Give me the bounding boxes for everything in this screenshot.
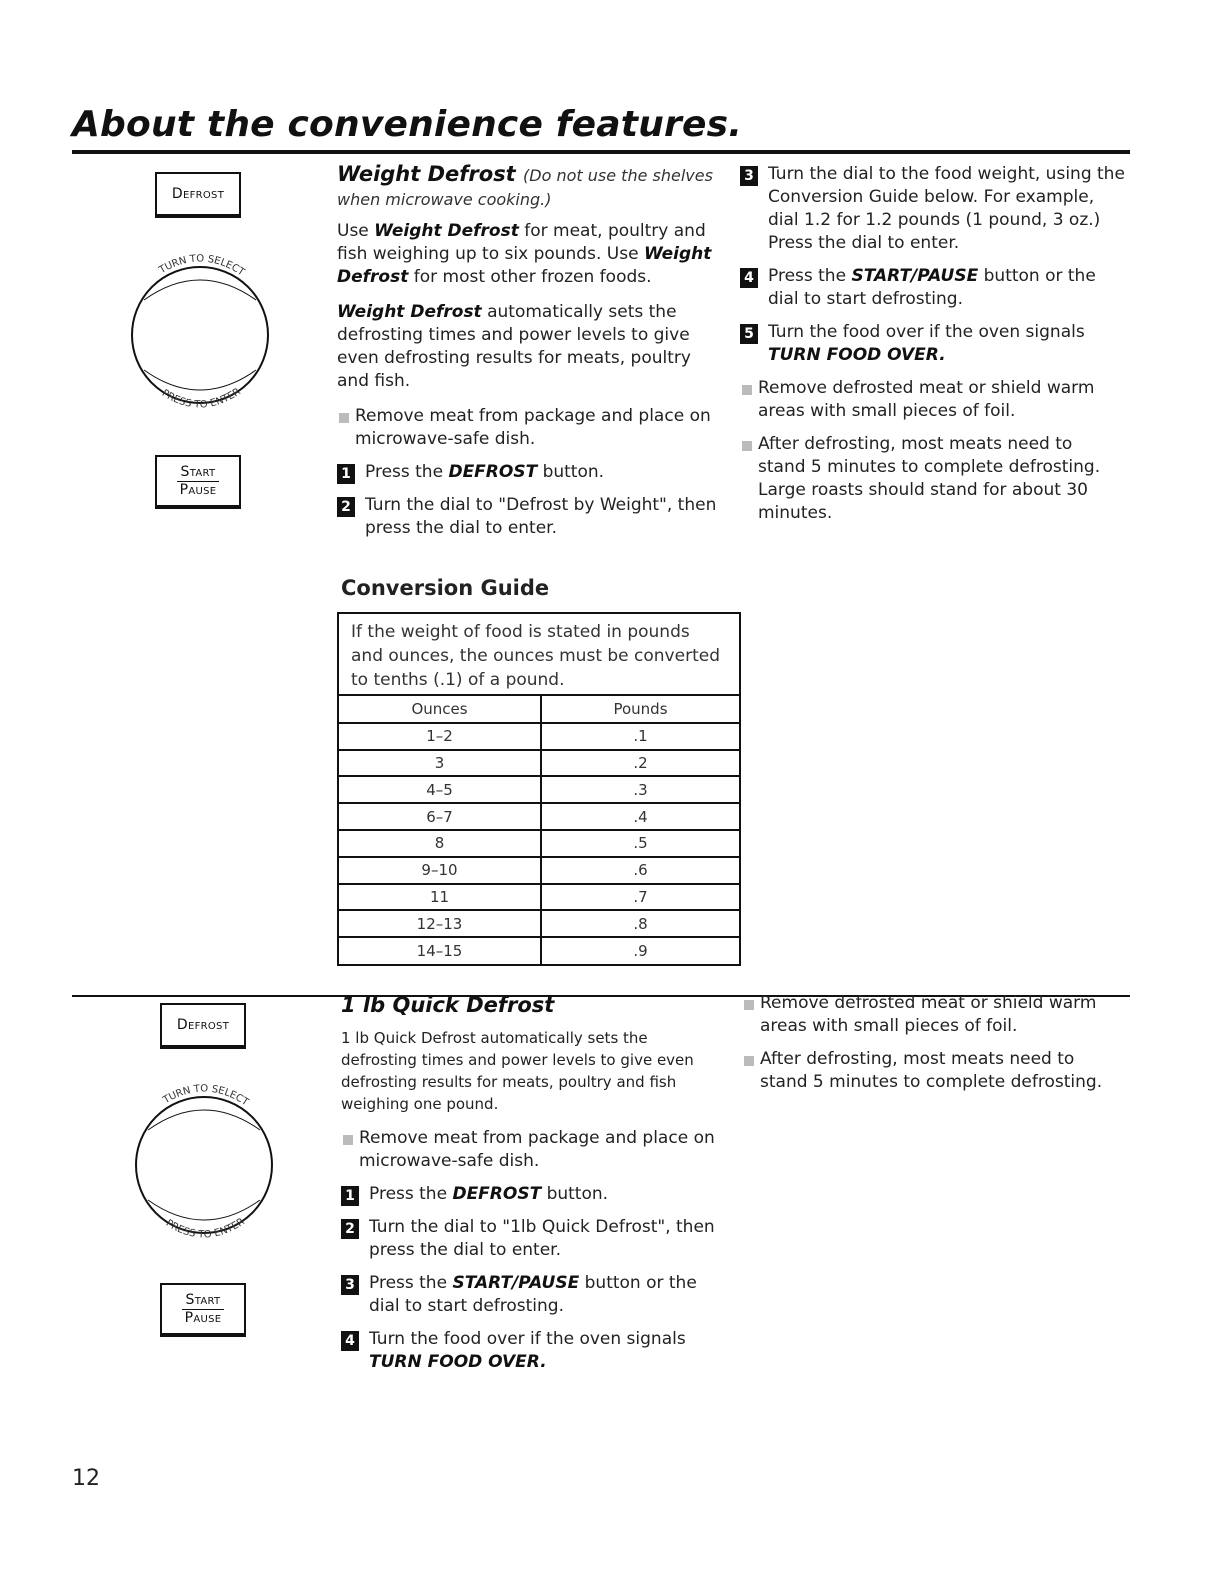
step-item: 2 Turn the dial to "1lb Quick Defrost", then press the dial to enter. <box>341 1216 721 1262</box>
table-row: 1–2 .1 <box>339 723 739 750</box>
start-pause-key <box>160 1283 246 1337</box>
bullet-square-icon <box>744 1000 754 1010</box>
table-row: 14–15 .9 <box>339 937 739 964</box>
step-item: 2 Turn the dial to "Defrost by Weight", then press the dial to enter. <box>337 494 717 540</box>
select-dial <box>120 240 280 430</box>
bullet-square-icon <box>742 441 752 451</box>
quick-defrost-intro: 1 lb Quick Defrost automatically sets the defrosting times and power levels to give even defrosting results for meats, poultry and fish weighing one pound. <box>341 1029 694 1113</box>
start-key-label: Start <box>177 464 220 482</box>
list-item: Remove defrosted meat or shield warm areas with small pieces of foil. <box>740 377 1125 423</box>
table-row: 9–10 .6 <box>339 857 739 884</box>
conversion-table <box>339 696 739 964</box>
quick-defrost-title: 1 lb Quick Defrost <box>341 993 555 1017</box>
title-rule <box>72 150 1130 154</box>
step-number: 2 <box>337 497 355 517</box>
step-number: 4 <box>341 1331 359 1351</box>
table-row: 4–5 .3 <box>339 776 739 803</box>
start-key-label: Start <box>182 1292 225 1310</box>
defrost-key-label: Defrost <box>171 186 225 202</box>
list-item: After defrosting, most meats need to stand 5 minutes to complete defrosting. Large roasts should stand for about 30 minutes. <box>740 433 1125 525</box>
step-item: 3 Press the START/PAUSE button or the dial to start defrosting. <box>341 1272 721 1318</box>
defrost-key <box>160 1003 246 1049</box>
weight-defrost-intro-2: Weight Defrost automatically sets the defrosting times and power levels to give even defrosting results for meats, poultry and fish. <box>337 302 691 391</box>
table-row: 11 .7 <box>339 884 739 911</box>
list-item: Remove meat from package and place on microwave-safe dish. <box>337 405 717 451</box>
weight-defrost-heading: Weight Defrost <box>337 162 516 186</box>
column-header-ounces: Ounces <box>339 696 541 723</box>
bullet-square-icon <box>343 1135 353 1145</box>
quick-defrost-body <box>341 1027 721 1384</box>
pause-key-label: Pause <box>184 1309 222 1326</box>
weight-defrost-title <box>337 162 727 210</box>
select-dial <box>124 1070 284 1260</box>
list-item: After defrosting, most meats need to stand 5 minutes to complete defrosting. <box>742 1048 1127 1094</box>
defrost-key-label: Defrost <box>176 1017 230 1033</box>
bullet-square-icon <box>744 1056 754 1066</box>
conversion-guide-table <box>337 612 741 966</box>
defrost-key <box>155 172 241 218</box>
quick-defrost-body-continued <box>742 992 1127 1104</box>
step-number: 2 <box>341 1219 359 1239</box>
step-number: 5 <box>740 324 758 344</box>
weight-defrost-body-continued <box>740 163 1125 535</box>
step-item: 4 Turn the food over if the oven signals TURN FOOD OVER. <box>341 1328 721 1374</box>
list-item: Remove meat from package and place on microwave-safe dish. <box>341 1127 721 1173</box>
step-number: 4 <box>740 268 758 288</box>
step-number: 1 <box>337 464 355 484</box>
column-header-pounds: Pounds <box>541 696 739 723</box>
dial-top-label: TURN TO SELECT <box>161 1083 251 1109</box>
table-row: 8 .5 <box>339 830 739 857</box>
step-item: 1 Press the DEFROST button. <box>337 461 717 484</box>
table-row: 3 .2 <box>339 750 739 777</box>
dial-bottom-label: PRESS TO ENTER <box>163 1216 247 1241</box>
bullet-square-icon <box>742 385 752 395</box>
list-item: Remove defrosted meat or shield warm areas with small pieces of foil. <box>742 992 1127 1038</box>
step-number: 3 <box>341 1275 359 1295</box>
step-item: 3 Turn the dial to the food weight, using the Conversion Guide below. For example, dial 1.2 for 1.2 pounds (1 pound, 3 oz.) Press the dial to enter. <box>740 163 1125 255</box>
step-item: 4 Press the START/PAUSE button or the dial to start defrosting. <box>740 265 1125 311</box>
step-item: 5 Turn the food over if the oven signals TURN FOOD OVER. <box>740 321 1125 367</box>
weight-defrost-note: (Do not use the shelves when microwave cooking.) <box>337 166 713 209</box>
step-number: 1 <box>341 1186 359 1206</box>
page-number: 12 <box>72 1466 100 1491</box>
start-pause-key <box>155 455 241 509</box>
dial-bottom-label: PRESS TO ENTER <box>159 386 243 411</box>
step-number: 3 <box>740 166 758 186</box>
table-row: 12–13 .8 <box>339 910 739 937</box>
pause-key-label: Pause <box>179 481 217 498</box>
bullet-square-icon <box>339 413 349 423</box>
dial-top-label: TURN TO SELECT <box>157 253 247 279</box>
conversion-guide-intro: If the weight of food is stated in pounds and ounces, the ounces must be converted to tenths (.1) of a pound. <box>339 614 739 696</box>
conversion-guide-title: Conversion Guide <box>341 576 550 600</box>
table-row: 6–7 .4 <box>339 803 739 830</box>
weight-defrost-intro-1: Use Weight Defrost for meat, poultry and fish weighing up to six pounds. Use Weight Defrost for most other frozen foods. <box>337 221 712 287</box>
step-item: 1 Press the DEFROST button. <box>341 1183 721 1206</box>
page-title: About the convenience features. <box>72 104 743 145</box>
weight-defrost-body <box>337 220 717 550</box>
